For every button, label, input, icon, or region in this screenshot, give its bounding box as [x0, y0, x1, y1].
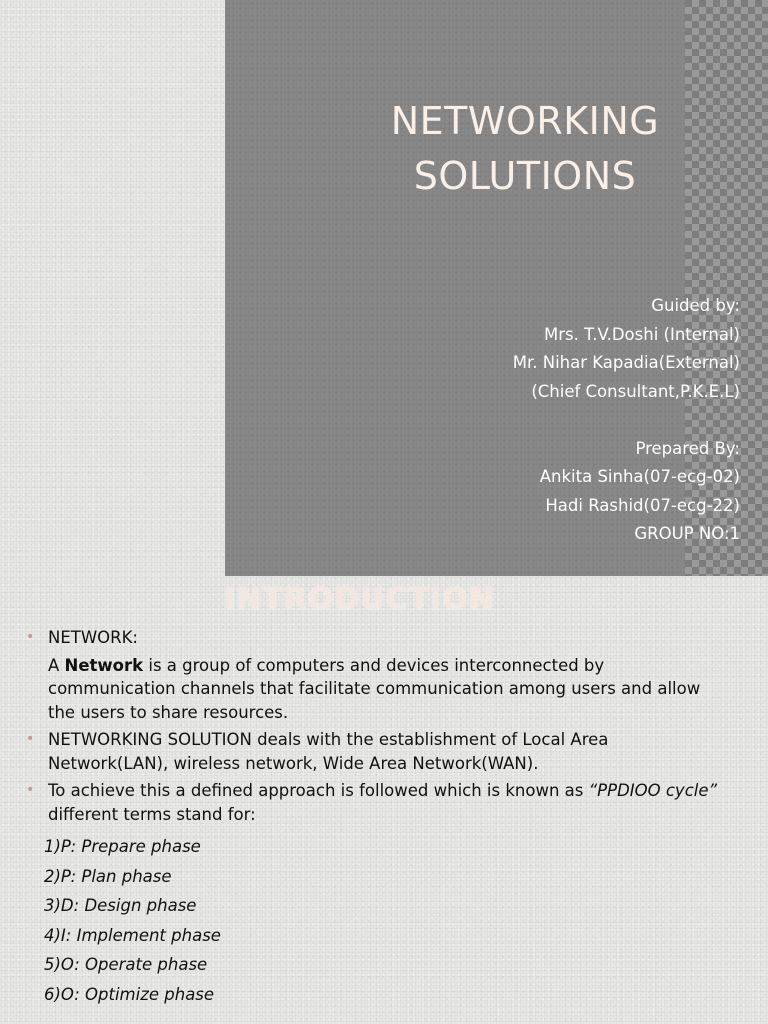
bullet-dot-icon: • — [26, 629, 35, 645]
phase-item: 6)O: Optimize phase — [44, 984, 215, 1004]
guide-external: Mr. Nihar Kapadia(External) — [512, 353, 740, 372]
definition-text: is a group of computers and devices interconnected by communication channels that facilitate communication among users and allow the users to share resources. — [48, 655, 701, 722]
slide-title-line-2: SOLUTIONS — [413, 154, 637, 198]
ppdioo-term: “PPDIOO cycle” — [588, 781, 718, 800]
definition-prefix: A — [48, 655, 65, 675]
phase-item: 1)P: Prepare phase — [44, 837, 201, 856]
guide-designation: (Chief Consultant,P.K.E.L) — [531, 381, 740, 401]
group-number: GROUP NO:1 — [634, 524, 740, 543]
bullet-networking-solution-text: NETWORKING SOLUTION deals with the establishment of Local Area Network(LAN), wireless network, Wide Area Network(WAN). — [48, 730, 609, 773]
bullet-ppdioo-rest: different terms stand for: — [48, 804, 256, 824]
bullet-ppdioo-text: To achieve this a defined approach is followed which is known as — [48, 781, 589, 800]
credits-block — [513, 292, 740, 549]
bullet-dot-icon: • — [26, 782, 35, 798]
prepared-by-heading: Prepared By: — [635, 438, 740, 458]
phase-item: 2)P: Plan phase — [44, 866, 172, 886]
definition-term: Network — [64, 655, 144, 675]
phase-item: 4)I: Implement phase — [44, 925, 221, 945]
bullet-dot-icon: • — [26, 731, 35, 747]
bullet-network-text: NETWORK: — [48, 628, 138, 647]
network-definition — [26, 654, 726, 725]
phase-item: 3)D: Design phase — [44, 896, 197, 915]
introduction-heading: INTRODUCTION — [224, 582, 495, 617]
phase-list — [26, 832, 726, 1009]
guided-by-heading: Guided by: — [651, 296, 740, 315]
slide-title-line-1: NETWORKING — [390, 99, 660, 143]
author-1: Ankita Sinha(07-ecg-02) — [539, 467, 740, 486]
slide-title — [330, 94, 720, 204]
bullet-network — [26, 626, 726, 650]
bullet-networking-solution — [26, 728, 726, 775]
guide-internal: Mrs. T.V.Doshi (Internal) — [543, 324, 740, 344]
author-2: Hadi Rashid(07-ecg-22) — [545, 495, 740, 515]
credits-spacer — [513, 406, 740, 435]
phase-item: 5)O: Operate phase — [44, 955, 208, 974]
bullet-ppdioo — [26, 779, 726, 826]
introduction-content — [26, 626, 726, 1009]
